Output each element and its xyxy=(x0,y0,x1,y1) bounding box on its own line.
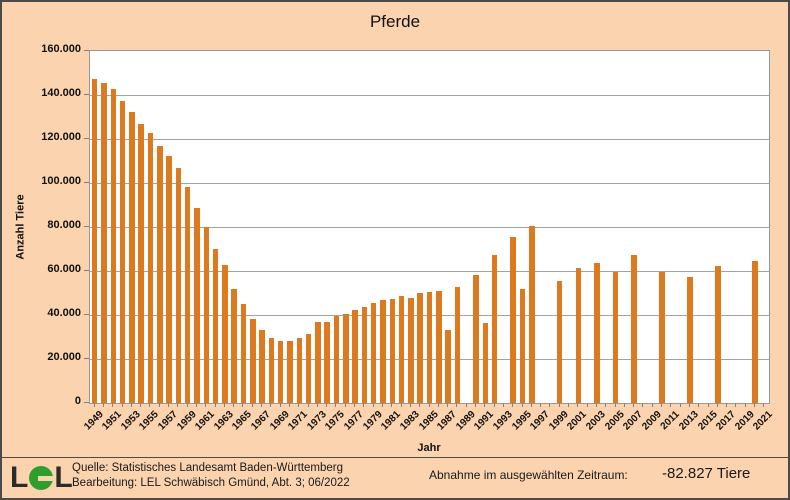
y-tick xyxy=(84,402,89,403)
x-tick xyxy=(401,403,402,407)
x-tick xyxy=(512,403,513,407)
x-axis-label: 2021 xyxy=(751,409,776,433)
y-axis-label: 100.000 xyxy=(41,175,81,187)
bar-2001 xyxy=(576,268,582,403)
x-axis-label: 1949 xyxy=(81,409,106,433)
x-axis-label: 1953 xyxy=(119,409,143,433)
x-tick xyxy=(242,403,243,407)
x-tick xyxy=(177,403,178,407)
x-tick xyxy=(577,403,578,407)
logo-letter-right: L xyxy=(54,461,73,494)
gridline xyxy=(90,271,769,272)
x-axis-label: 2013 xyxy=(677,409,701,433)
x-tick xyxy=(308,403,309,407)
x-tick xyxy=(503,403,504,407)
x-axis-label: 2015 xyxy=(695,409,720,433)
x-axis-label: 1993 xyxy=(491,409,515,433)
y-tick xyxy=(84,138,89,139)
gridline xyxy=(90,183,769,184)
bar-1996 xyxy=(529,226,535,403)
bar-1951 xyxy=(111,89,117,403)
x-axis-label: 1969 xyxy=(267,409,292,433)
x-tick xyxy=(540,403,541,407)
bar-1995 xyxy=(520,289,526,403)
bar-1952 xyxy=(120,101,126,403)
x-tick xyxy=(168,403,169,407)
decrease-value: -82.827 Tiere xyxy=(662,465,751,482)
x-tick xyxy=(270,403,271,407)
x-axis-label: 1989 xyxy=(453,409,478,433)
bar-1969 xyxy=(278,341,284,403)
bar-1987 xyxy=(445,330,451,403)
bar-1986 xyxy=(436,291,442,403)
bar-1957 xyxy=(166,156,172,403)
x-axis-label: 1967 xyxy=(249,409,273,433)
x-axis-label: 1975 xyxy=(323,409,348,433)
y-axis-label: 40.000 xyxy=(47,307,81,319)
x-axis-label: 1979 xyxy=(360,409,385,433)
x-tick xyxy=(438,403,439,407)
x-tick xyxy=(680,403,681,407)
bar-1972 xyxy=(306,334,312,403)
x-axis-label: 2019 xyxy=(733,409,757,433)
x-axis-label: 1977 xyxy=(342,409,366,433)
x-tick xyxy=(689,403,690,407)
x-tick xyxy=(754,403,755,407)
x-tick xyxy=(233,403,234,407)
bar-1964 xyxy=(231,289,237,403)
x-axis-label: 2017 xyxy=(714,409,738,433)
bar-1999 xyxy=(557,281,563,403)
x-axis-label: 1955 xyxy=(137,409,162,433)
x-tick xyxy=(717,403,718,407)
x-tick xyxy=(224,403,225,407)
bar-1980 xyxy=(380,300,386,403)
x-axis-label: 1983 xyxy=(398,409,422,433)
x-tick xyxy=(484,403,485,407)
y-axis-title-text: Anzahl Tiere xyxy=(15,194,27,260)
gridline xyxy=(90,227,769,228)
bar-2020 xyxy=(752,261,758,403)
bar-1983 xyxy=(408,298,414,403)
bar-1953 xyxy=(129,112,135,403)
bar-1968 xyxy=(269,338,275,403)
bar-1992 xyxy=(492,255,498,403)
bar-2016 xyxy=(715,266,721,404)
decrease-label: Abnahme im ausgewählten Zeitraum: xyxy=(429,468,628,482)
x-tick xyxy=(494,403,495,407)
x-tick xyxy=(354,403,355,407)
x-axis-label: 1963 xyxy=(212,409,236,433)
gridline xyxy=(90,95,769,96)
plot-area xyxy=(89,50,770,404)
x-axis-label: 1971 xyxy=(286,409,311,433)
x-tick xyxy=(326,403,327,407)
y-axis-label: 0 xyxy=(74,395,81,407)
x-tick xyxy=(317,403,318,407)
bar-2003 xyxy=(594,263,600,403)
bar-1994 xyxy=(510,237,516,403)
x-tick xyxy=(187,403,188,407)
x-tick xyxy=(549,403,550,407)
lel-logo xyxy=(10,462,73,494)
x-tick xyxy=(429,403,430,407)
bar-1958 xyxy=(176,168,182,403)
y-tick xyxy=(84,226,89,227)
x-tick xyxy=(261,403,262,407)
x-tick xyxy=(652,403,653,407)
x-axis-label: 2007 xyxy=(621,409,645,433)
bar-1982 xyxy=(399,296,405,403)
x-axis-label: 2011 xyxy=(658,409,683,433)
x-tick xyxy=(196,403,197,407)
x-tick xyxy=(205,403,206,407)
x-tick xyxy=(131,403,132,407)
x-tick xyxy=(745,403,746,407)
logo-letter-left: L xyxy=(10,461,29,494)
bar-1959 xyxy=(185,187,191,403)
bar-1960 xyxy=(194,208,200,403)
footer xyxy=(2,458,788,500)
source-block xyxy=(72,461,350,491)
x-axis-label: 1999 xyxy=(546,409,571,433)
x-tick xyxy=(140,403,141,407)
bar-1955 xyxy=(148,133,154,403)
x-axis-label: 2001 xyxy=(565,409,590,433)
x-tick xyxy=(587,403,588,407)
bar-1974 xyxy=(324,322,330,403)
x-axis-label: 1991 xyxy=(472,409,497,433)
x-tick xyxy=(531,403,532,407)
bar-1978 xyxy=(362,307,368,403)
bar-1966 xyxy=(250,319,256,403)
x-tick xyxy=(456,403,457,407)
x-tick xyxy=(419,403,420,407)
x-axis-label: 2003 xyxy=(584,409,608,433)
x-axis-label: 2005 xyxy=(602,409,627,433)
y-axis-label: 60.000 xyxy=(47,263,81,275)
bar-1963 xyxy=(222,265,228,403)
x-tick xyxy=(559,403,560,407)
y-axis-label: 160.000 xyxy=(41,43,81,55)
bar-1990 xyxy=(473,275,479,403)
x-tick xyxy=(280,403,281,407)
bar-1949 xyxy=(92,79,98,403)
bar-1965 xyxy=(241,304,247,403)
x-tick xyxy=(475,403,476,407)
x-tick xyxy=(661,403,662,407)
x-tick xyxy=(363,403,364,407)
x-tick xyxy=(298,403,299,407)
x-tick xyxy=(391,403,392,407)
x-axis-label: 1985 xyxy=(416,409,441,433)
x-axis-label: 1995 xyxy=(509,409,534,433)
x-tick xyxy=(112,403,113,407)
x-tick xyxy=(382,403,383,407)
bar-1967 xyxy=(259,330,265,403)
x-tick xyxy=(335,403,336,407)
x-tick xyxy=(726,403,727,407)
x-axis-label: 1959 xyxy=(174,409,199,433)
x-tick xyxy=(373,403,374,407)
x-tick xyxy=(605,403,606,407)
x-axis-label: 1987 xyxy=(435,409,459,433)
x-tick xyxy=(252,403,253,407)
x-tick xyxy=(103,403,104,407)
x-tick xyxy=(670,403,671,407)
chart-title: Pferde xyxy=(369,12,421,31)
x-axis-label: 1997 xyxy=(528,409,552,433)
bar-1961 xyxy=(204,227,210,403)
x-tick xyxy=(466,403,467,407)
x-tick xyxy=(447,403,448,407)
x-tick xyxy=(568,403,569,407)
x-tick xyxy=(522,403,523,407)
bar-1984 xyxy=(417,293,423,403)
x-tick xyxy=(763,403,764,407)
x-tick xyxy=(345,403,346,407)
x-tick xyxy=(410,403,411,407)
x-tick xyxy=(624,403,625,407)
bar-1991 xyxy=(483,323,489,403)
x-tick xyxy=(122,403,123,407)
y-axis-label: 80.000 xyxy=(47,219,81,231)
x-tick xyxy=(633,403,634,407)
x-tick xyxy=(708,403,709,407)
y-tick xyxy=(84,270,89,271)
x-axis-label: 1973 xyxy=(305,409,329,433)
y-axis-label: 140.000 xyxy=(41,87,81,99)
x-axis-label: 1981 xyxy=(379,409,404,433)
gridline xyxy=(90,139,769,140)
x-tick xyxy=(642,403,643,407)
editing-line: Bearbeitung: LEL Schwäbisch Gmünd, Abt. 3; 06/2022 xyxy=(72,477,350,489)
logo-disc-slot xyxy=(38,476,53,481)
x-axis-title: Jahr xyxy=(417,442,441,454)
bar-1970 xyxy=(287,341,293,403)
y-tick xyxy=(84,94,89,95)
x-tick xyxy=(215,403,216,407)
y-tick xyxy=(84,358,89,359)
bar-2010 xyxy=(659,272,665,403)
x-axis-label: 1965 xyxy=(230,409,255,433)
logo-disc-icon xyxy=(29,466,53,490)
bar-1976 xyxy=(343,314,349,403)
x-tick xyxy=(289,403,290,407)
x-tick xyxy=(596,403,597,407)
x-axis-label: 1957 xyxy=(156,409,180,433)
bar-1979 xyxy=(371,303,377,403)
x-tick xyxy=(735,403,736,407)
bar-1977 xyxy=(352,310,358,404)
x-tick xyxy=(698,403,699,407)
bar-1981 xyxy=(390,299,396,403)
x-axis-label: 1951 xyxy=(100,409,125,433)
x-axis-label: 1961 xyxy=(193,409,218,433)
bar-2007 xyxy=(631,255,637,404)
bar-2005 xyxy=(613,272,619,403)
bar-2013 xyxy=(687,277,693,404)
x-tick xyxy=(94,403,95,407)
y-tick xyxy=(84,314,89,315)
x-tick xyxy=(615,403,616,407)
bar-1973 xyxy=(315,322,321,403)
source-line: Quelle: Statistisches Landesamt Baden-Württemberg xyxy=(72,462,344,474)
y-tick xyxy=(84,50,89,51)
x-tick xyxy=(159,403,160,407)
bar-1985 xyxy=(427,292,433,403)
bar-1954 xyxy=(138,124,144,403)
y-axis-label: 20.000 xyxy=(47,351,81,363)
bar-1962 xyxy=(213,249,219,403)
bar-1950 xyxy=(101,83,107,403)
bar-1988 xyxy=(455,287,461,403)
bar-1956 xyxy=(157,146,163,403)
y-axis-label: 120.000 xyxy=(41,131,81,143)
x-tick xyxy=(149,403,150,407)
bar-1971 xyxy=(297,338,303,403)
bar-1975 xyxy=(334,316,340,403)
y-tick xyxy=(84,182,89,183)
x-axis-label: 2009 xyxy=(639,409,664,433)
